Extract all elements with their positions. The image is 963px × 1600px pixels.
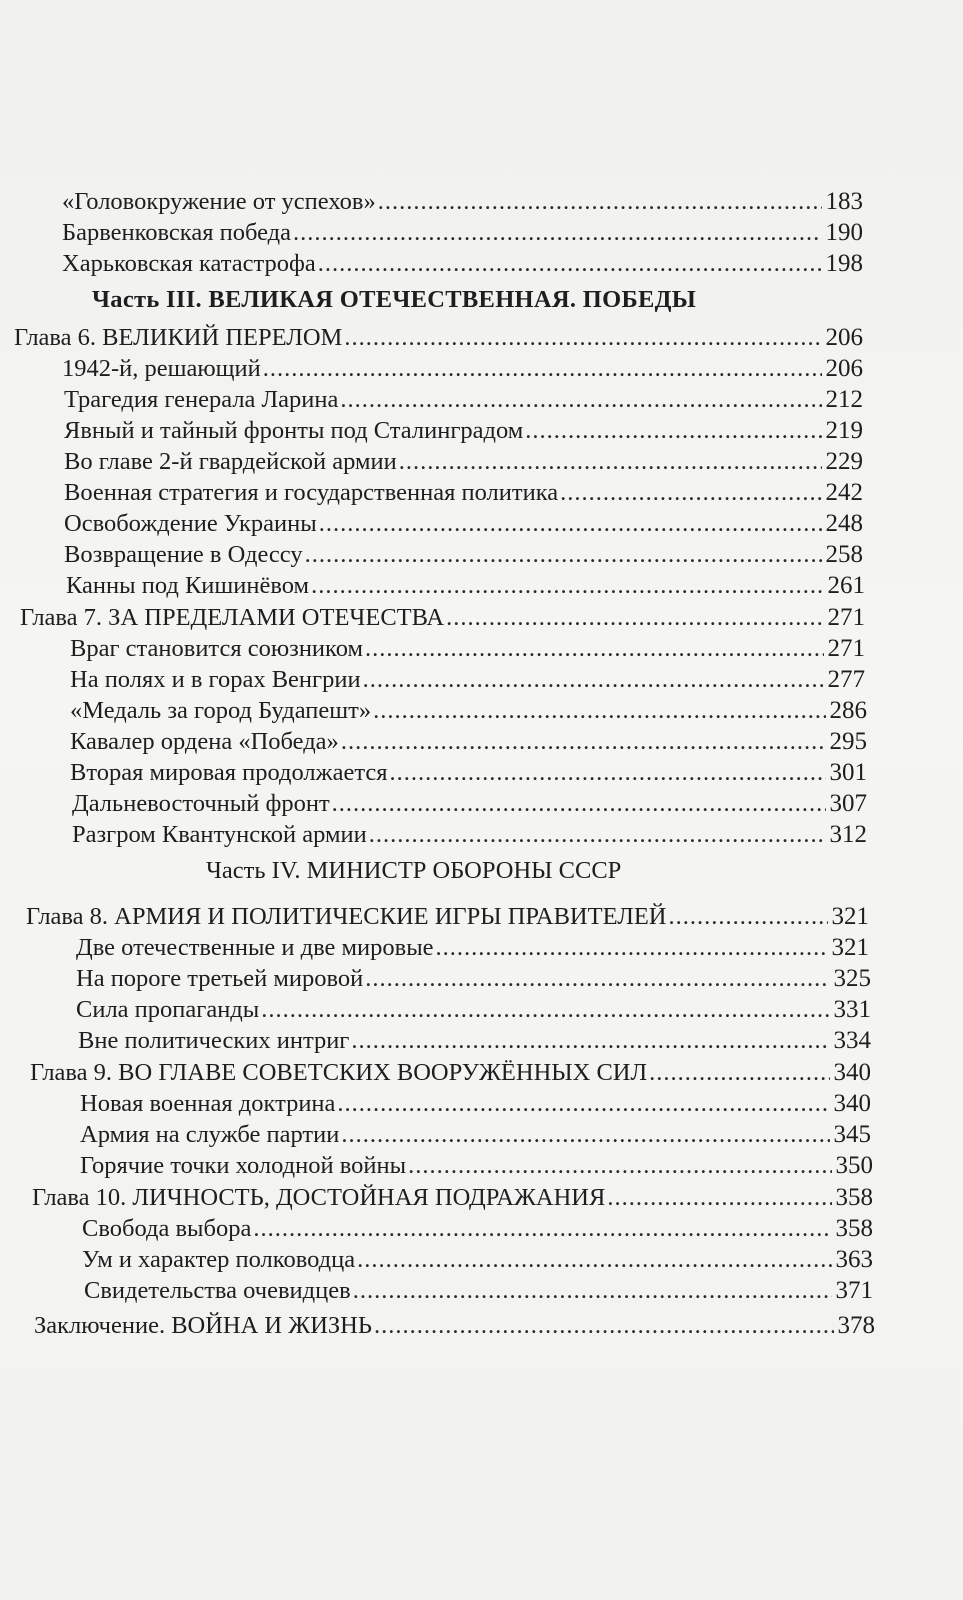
spacer xyxy=(0,892,963,900)
toc-entry-title: Вторая мировая продолжается xyxy=(70,759,388,786)
dot-leader xyxy=(365,963,829,994)
toc-entry xyxy=(0,819,963,850)
toc-chapter-title: Глава 8. АРМИЯ И ПОЛИТИЧЕСКИЕ ИГРЫ ПРАВИТЕЛЕЙ xyxy=(26,903,667,930)
toc-entry-page: 242 xyxy=(825,479,863,506)
toc-entry-title: Ум и характер полководца xyxy=(82,1246,356,1273)
dot-leader xyxy=(344,322,821,353)
dot-leader xyxy=(446,602,823,633)
toc-entry-title: Две отечественные и две мировые xyxy=(76,934,434,961)
toc-entry-title: Барвенковская победа xyxy=(62,219,292,246)
toc-entry-title: Свобода выбора xyxy=(82,1215,252,1242)
toc-entry-page: 371 xyxy=(835,1277,873,1304)
dot-leader xyxy=(353,1275,832,1306)
toc-entry-title: Враг становится союзником xyxy=(70,635,363,662)
toc-entry-page: 295 xyxy=(829,728,867,755)
toc-chapter-title: Глава 7. ЗА ПРЕДЕЛАМИ ОТЕЧЕСТВА xyxy=(20,604,445,631)
toc-entry-page: 331 xyxy=(833,996,871,1023)
toc-chapter-page: 271 xyxy=(827,604,865,631)
toc-entry xyxy=(0,633,963,664)
dot-leader xyxy=(363,664,824,695)
toc-entry xyxy=(0,664,963,695)
dot-leader xyxy=(669,901,828,932)
toc-entry-title: Канны под Кишинёвом xyxy=(66,572,310,599)
toc-entry-page: 325 xyxy=(833,965,871,992)
toc-entry-page: 334 xyxy=(833,1027,871,1054)
toc-entry-page: 312 xyxy=(829,821,867,848)
dot-leader xyxy=(408,1150,831,1181)
toc-entry-title: Новая военная доктрина xyxy=(80,1090,336,1117)
toc-entry xyxy=(0,353,963,384)
toc-entry xyxy=(0,1244,963,1275)
dot-leader xyxy=(649,1057,829,1088)
toc-chapter-page: 358 xyxy=(835,1184,873,1211)
toc-entry-title: Возвращение в Одессу xyxy=(64,541,303,568)
dot-leader xyxy=(351,1025,829,1056)
toc-entry-title: Харьковская катастрофа xyxy=(62,250,316,277)
toc-entry xyxy=(0,726,963,757)
toc-entry xyxy=(0,248,963,279)
toc-entry xyxy=(0,788,963,819)
toc-entry xyxy=(0,446,963,477)
toc-entry-title: Армия на службе партии xyxy=(80,1121,340,1148)
toc-entry-page: 212 xyxy=(825,386,863,413)
dot-leader xyxy=(369,819,826,850)
dot-leader xyxy=(399,446,822,477)
toc-entry-page: 321 xyxy=(831,934,869,961)
toc-entry xyxy=(0,695,963,726)
toc-entry-title: На пороге третьей мировой xyxy=(76,965,364,992)
toc-entry-page: 301 xyxy=(829,759,867,786)
toc-conclusion-page: 378 xyxy=(837,1312,875,1339)
toc-entry xyxy=(0,508,963,539)
toc-entry xyxy=(0,1150,963,1181)
toc-entry-page: 190 xyxy=(825,219,863,246)
toc-entry-title: На полях и в горах Венгрии xyxy=(70,666,361,693)
toc-entry xyxy=(0,932,963,963)
dot-leader xyxy=(305,539,822,570)
dot-leader xyxy=(263,353,822,384)
dot-leader xyxy=(436,932,828,963)
toc-chapter-page: 321 xyxy=(831,903,869,930)
dot-leader xyxy=(293,217,821,248)
toc-entry-title: Вне политических интриг xyxy=(78,1027,350,1054)
dot-leader xyxy=(365,633,824,664)
dot-leader xyxy=(389,757,825,788)
dot-leader xyxy=(373,695,825,726)
toc-entry xyxy=(0,963,963,994)
toc-chapter-title: Глава 9. ВО ГЛАВЕ СОВЕТСКИХ ВООРУЖЁННЫХ СИЛ xyxy=(30,1059,648,1086)
dot-leader xyxy=(337,1088,829,1119)
dot-leader xyxy=(357,1244,831,1275)
toc-entry xyxy=(0,539,963,570)
dot-leader xyxy=(318,248,822,279)
dot-leader xyxy=(341,726,826,757)
part-heading: Часть III. ВЕЛИКАЯ ОТЕЧЕСТВЕННАЯ. ПОБЕДЫ xyxy=(92,286,697,313)
toc-entry-title: Освобождение Украины xyxy=(64,510,317,537)
dot-leader xyxy=(332,788,826,819)
toc-entry-page: 198 xyxy=(825,250,863,277)
toc-entry-page: 358 xyxy=(835,1215,873,1242)
toc-entry-page: 345 xyxy=(833,1121,871,1148)
dot-leader xyxy=(525,415,821,446)
toc-entry-page: 363 xyxy=(835,1246,873,1273)
dot-leader xyxy=(340,384,821,415)
toc-entry-title: Дальневосточный фронт xyxy=(72,790,330,817)
toc-entry-page: 261 xyxy=(827,572,865,599)
toc-entry xyxy=(0,757,963,788)
part-heading: Часть IV. МИНИСТР ОБОРОНЫ СССР xyxy=(206,857,622,884)
toc-entry xyxy=(0,994,963,1025)
toc-entry-title: «Головокружение от успехов» xyxy=(62,188,376,215)
toc-entry-page: 229 xyxy=(825,448,863,475)
toc-entry-title: «Медаль за город Будапешт» xyxy=(70,697,372,724)
toc-entry-title: 1942-й, решающий xyxy=(62,355,261,382)
toc-entry xyxy=(0,570,963,601)
toc-entry xyxy=(0,1088,963,1119)
table-of-contents xyxy=(0,186,963,1341)
dot-leader xyxy=(560,477,821,508)
toc-entry xyxy=(0,1213,963,1244)
dot-leader xyxy=(374,1310,834,1341)
toc-entry-page: 271 xyxy=(827,635,865,662)
toc-entry-title: Во главе 2-й гвардейской армии xyxy=(64,448,397,475)
toc-entry xyxy=(0,217,963,248)
toc-entry xyxy=(0,1275,963,1306)
toc-entry-title: Трагедия генерала Ларина xyxy=(64,386,339,413)
toc-entry xyxy=(0,415,963,446)
toc-chapter-page: 340 xyxy=(833,1059,871,1086)
toc-chapter-title: Глава 10. ЛИЧНОСТЬ, ДОСТОЙНАЯ ПОДРАЖАНИЯ xyxy=(32,1184,606,1211)
toc-entry-page: 219 xyxy=(825,417,863,444)
dot-leader xyxy=(311,570,823,601)
dot-leader xyxy=(341,1119,829,1150)
toc-chapter xyxy=(0,1057,963,1088)
toc-entry-page: 340 xyxy=(833,1090,871,1117)
toc-entry-page: 286 xyxy=(829,697,867,724)
toc-entry xyxy=(0,186,963,217)
toc-entry-page: 307 xyxy=(829,790,867,817)
toc-entry xyxy=(0,384,963,415)
toc-chapter xyxy=(0,1182,963,1213)
toc-entry-page: 248 xyxy=(825,510,863,537)
toc-chapter xyxy=(0,322,963,353)
toc-conclusion-title: Заключение. ВОЙНА И ЖИЗНЬ xyxy=(34,1312,372,1339)
dot-leader xyxy=(378,186,822,217)
toc-entry-title: Явный и тайный фронты под Сталинградом xyxy=(64,417,524,444)
toc-entry-title: Кавалер ордена «Победа» xyxy=(70,728,339,755)
dot-leader xyxy=(607,1182,831,1213)
toc-entry-title: Свидетельства очевидцев xyxy=(84,1277,351,1304)
toc-entry-page: 350 xyxy=(835,1152,873,1179)
toc-entry-page: 206 xyxy=(825,355,863,382)
toc-entry xyxy=(0,1025,963,1056)
toc-chapter-title: Глава 6. ВЕЛИКИЙ ПЕРЕЛОМ xyxy=(14,324,343,351)
toc-chapter xyxy=(0,901,963,932)
toc-entry-title: Горячие точки холодной войны xyxy=(80,1152,407,1179)
dot-leader xyxy=(261,994,829,1025)
dot-leader xyxy=(319,508,822,539)
toc-entry xyxy=(0,1119,963,1150)
toc-chapter-page: 206 xyxy=(825,324,863,351)
toc-conclusion xyxy=(0,1310,963,1341)
toc-entry-page: 258 xyxy=(825,541,863,568)
toc-entry-page: 277 xyxy=(827,666,865,693)
toc-entry-title: Сила пропаганды xyxy=(76,996,260,1023)
toc-entry-title: Военная стратегия и государственная политика xyxy=(64,479,559,506)
toc-entry-title: Разгром Квантунской армии xyxy=(72,821,367,848)
dot-leader xyxy=(253,1213,831,1244)
toc-chapter xyxy=(0,602,963,633)
toc-entry-page: 183 xyxy=(825,188,863,215)
toc-entry xyxy=(0,477,963,508)
